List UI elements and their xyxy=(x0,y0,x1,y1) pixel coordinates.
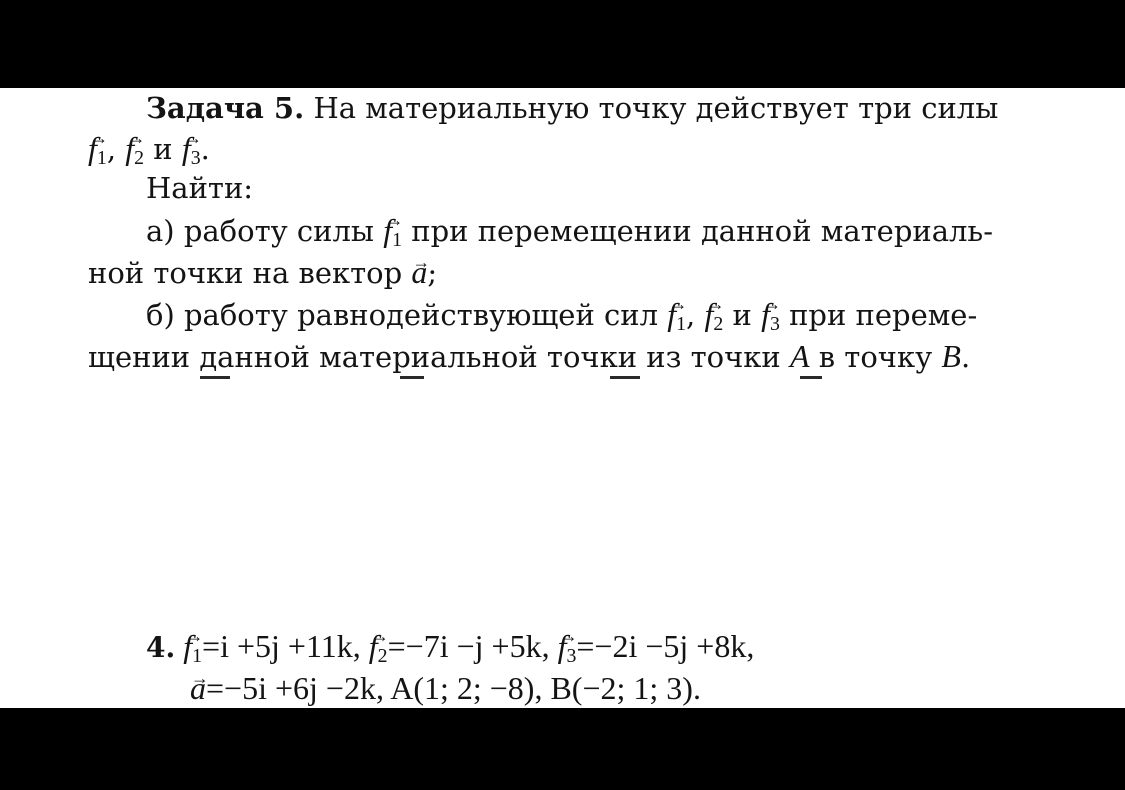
vector-f2: → $f_2$ xyxy=(125,128,144,178)
cropped-text-fragment xyxy=(190,374,890,380)
part-b-end: при переме- xyxy=(789,298,978,332)
vector-a-variant: → a xyxy=(190,668,206,708)
forces-line: → $f_1$, → $f_2$ $и \to f_3$. xyxy=(88,128,210,178)
equation-f3: =−2i −5j +8k, xyxy=(576,628,755,664)
part-a-mid: при перемещении данной материаль- xyxy=(411,214,994,248)
variant-line2 xyxy=(190,668,701,708)
part-a-line2: ной точки на вектор → a; xyxy=(88,252,437,293)
equation-f2: =−7i −j +5k, xyxy=(387,628,550,664)
vector-a: → a xyxy=(411,252,427,292)
part-a-start: а) работу силы xyxy=(146,214,374,248)
vector-f1-part-a: → $f_1$ xyxy=(383,210,402,260)
document-page xyxy=(0,88,1125,708)
and-word: и xyxy=(153,132,173,166)
part-b-line2: щении данной материальной точки из точки A в точку B. xyxy=(88,338,971,374)
vector-f2-part-b: → $f_2$ xyxy=(704,294,723,344)
vector-f1: → $f_1$ xyxy=(88,128,107,178)
equation-f1: =i +5j +11k, xyxy=(202,628,361,664)
vector-f3-variant: → $f_3$ xyxy=(558,626,577,676)
vector-f3: → $f_3$ xyxy=(182,128,201,178)
vector-f1-part-b: → $f_1$ xyxy=(667,294,686,344)
variant-number: 4. xyxy=(146,631,176,664)
vector-f3-part-b: → $f_3$ xyxy=(761,294,780,344)
part-b-start: б) работу равнодействующей сил xyxy=(146,298,658,332)
problem-intro: На материальную точку действует три силы xyxy=(313,91,999,125)
points-ab: A(1; 2; −8), B(−2; 1; 3). xyxy=(390,670,701,706)
vector-f1-variant: → $f_1$ xyxy=(183,626,202,676)
point-b: B xyxy=(941,338,961,374)
part-b-line1: б) работу равнодействующей сил → $f_1$, → $f_2$ $и \to f_3$ при переме- xyxy=(146,294,977,344)
problem-header-line xyxy=(146,88,998,128)
find-label: Найти: xyxy=(146,171,254,205)
problem-title: Задача 5. xyxy=(146,91,305,125)
vector-f2-variant: → $f_2$ xyxy=(369,626,388,676)
equation-a: =−5i +6j −2k, xyxy=(206,670,384,706)
point-a: A xyxy=(789,338,810,374)
